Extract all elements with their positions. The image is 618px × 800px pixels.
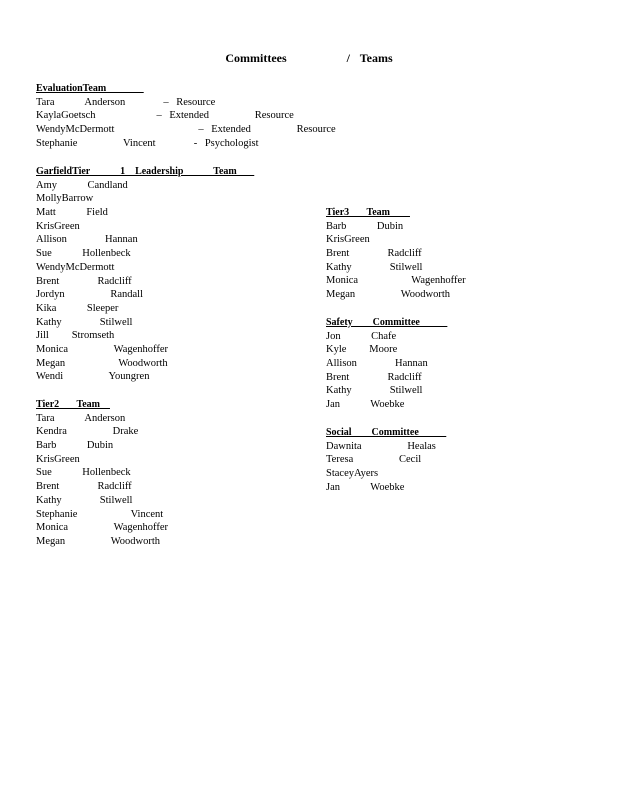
list-item: Amy Candland bbox=[36, 179, 128, 191]
list-item: Jan Woebke bbox=[326, 399, 405, 411]
list-item: Allison Hannan bbox=[326, 358, 428, 370]
social-committee-section bbox=[326, 426, 446, 494]
list-item: Brent Radcliff bbox=[36, 275, 132, 287]
list-item: Tara Anderson bbox=[36, 412, 126, 424]
safety-committee-heading: Safety Committee bbox=[326, 317, 448, 328]
list-item: Kathy Stilwell bbox=[36, 494, 133, 506]
list-item: Dawnita Healas bbox=[326, 440, 436, 452]
list-item: Kathy Stilwell bbox=[326, 385, 423, 397]
tier2-team-section bbox=[36, 398, 168, 549]
list-item: Kathy Stilwell bbox=[36, 316, 133, 328]
list-item: Megan Woodworth bbox=[36, 357, 168, 369]
list-item: Monica Wagenhoffer bbox=[326, 275, 466, 287]
list-item: Sue Hollenbeck bbox=[36, 248, 131, 260]
list-item: KrisGreen bbox=[36, 220, 80, 232]
list-item: StaceyAyers bbox=[326, 468, 379, 480]
tier3-team-section bbox=[326, 206, 466, 302]
garfield-tier1-leadership-team-section bbox=[36, 165, 254, 384]
list-item: Kendra Drake bbox=[36, 426, 139, 438]
list-item: MollyBarrow bbox=[36, 193, 94, 205]
list-item: Sue Hollenbeck bbox=[36, 467, 131, 479]
list-item: Jordyn Randall bbox=[36, 289, 143, 301]
list-item: Monica Wagenhoffer bbox=[36, 522, 168, 534]
list-item: Monica Wagenhoffer bbox=[36, 343, 168, 355]
evaluation-team-heading: EvaluationTeam bbox=[36, 83, 144, 94]
list-item: Kyle Moore bbox=[326, 344, 398, 356]
list-item: KaylaGoetsch – Extended Resource bbox=[36, 110, 294, 122]
list-item: Barb Dubin bbox=[36, 440, 114, 452]
list-item: Tara Anderson – Resource bbox=[36, 96, 216, 108]
list-item: Brent Radcliff bbox=[326, 371, 422, 383]
list-item: Wendi Youngren bbox=[36, 371, 150, 383]
tier2-team-heading: Tier2 Team bbox=[36, 399, 110, 410]
list-item: KrisGreen bbox=[36, 453, 80, 465]
garfield-tier1-leadership-team-heading: GarfieldTier 1 Leadership Team bbox=[36, 166, 255, 177]
list-item: Megan Woodworth bbox=[36, 535, 161, 547]
list-item: Jon Chafe bbox=[326, 330, 397, 342]
list-item: Allison Hannan bbox=[36, 234, 138, 246]
list-item: Megan Woodworth bbox=[326, 289, 451, 301]
list-item: Kika Sleeper bbox=[36, 302, 119, 314]
list-item: WendyMcDermott – Extended Resource bbox=[36, 124, 336, 136]
safety-committee-section bbox=[326, 316, 447, 412]
list-item: Jill Stromseth bbox=[36, 330, 115, 342]
list-item: Brent Radcliff bbox=[36, 481, 132, 493]
tier3-team-heading: Tier3 Team bbox=[326, 207, 410, 218]
list-item: Stephanie Vincent bbox=[36, 508, 164, 520]
social-committee-heading: Social Committee bbox=[326, 427, 447, 438]
list-item: Teresa Cecil bbox=[326, 454, 422, 466]
page-title: Committees / Teams bbox=[225, 51, 393, 65]
list-item: KrisGreen bbox=[326, 234, 370, 246]
list-item: Kathy Stilwell bbox=[326, 261, 423, 273]
list-item: Barb Dubin bbox=[326, 220, 404, 232]
list-item: Stephanie Vincent - Psychologist bbox=[36, 137, 259, 149]
list-item: Brent Radcliff bbox=[326, 248, 422, 260]
list-item: Jan Woebke bbox=[326, 481, 405, 493]
list-item: WendyMcDermott bbox=[36, 261, 115, 273]
evaluation-team-section bbox=[36, 82, 336, 150]
list-item: Matt Field bbox=[36, 207, 108, 219]
